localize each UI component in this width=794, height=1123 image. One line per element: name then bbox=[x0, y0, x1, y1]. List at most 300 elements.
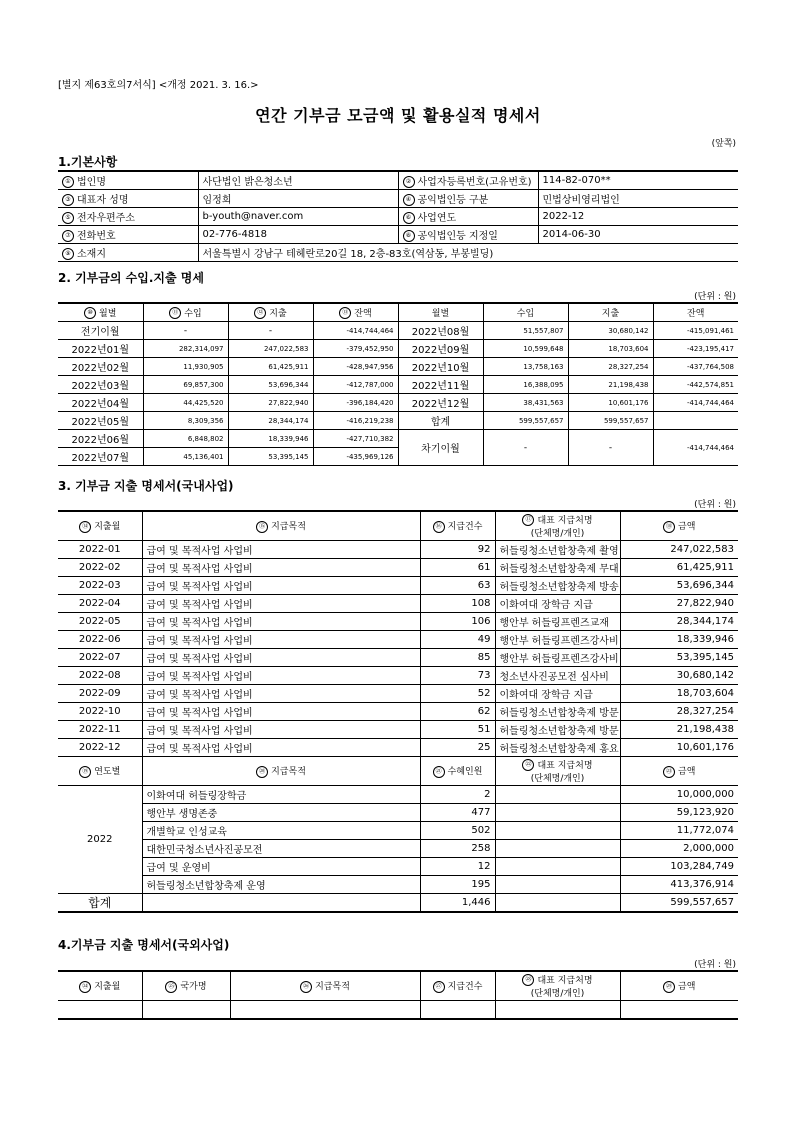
field-label bbox=[58, 208, 198, 226]
yearly-row bbox=[58, 822, 738, 840]
balance-cell bbox=[653, 412, 738, 430]
empty-cell bbox=[495, 1001, 620, 1020]
month-cell: 2022-12 bbox=[58, 739, 142, 757]
month-cell: 2022년12월 bbox=[398, 394, 483, 412]
foreign-unit: (단위 : 원) bbox=[694, 960, 736, 970]
recipient-cell bbox=[495, 858, 620, 876]
expense-cell: 18,339,946 bbox=[228, 430, 313, 448]
label-text: 금액 bbox=[678, 767, 696, 778]
month-cell: 2022년03월 bbox=[58, 376, 143, 394]
label-text: 대표 지급처명 bbox=[537, 515, 593, 526]
expense-cell: 61,425,911 bbox=[228, 358, 313, 376]
item-number-badge: ④ bbox=[403, 194, 415, 206]
item-number-badge: ㉔ bbox=[79, 981, 91, 993]
recipient-cell: 이화여대 장학금 지급 bbox=[495, 685, 620, 703]
domestic-header-row bbox=[58, 757, 738, 786]
income-row bbox=[58, 394, 738, 412]
month-cell: 2022년10월 bbox=[398, 358, 483, 376]
income-unit: (단위 : 원) bbox=[694, 292, 736, 302]
count-cell: 62 bbox=[420, 703, 495, 721]
item-number-badge: ② bbox=[403, 176, 415, 188]
item-number-badge: ⑲ bbox=[79, 766, 91, 778]
month-cell: 전기이월 bbox=[58, 322, 143, 340]
yearly-row bbox=[58, 858, 738, 876]
income-cell: 51,557,807 bbox=[483, 322, 568, 340]
address-value: 서울특별시 강남구 테헤란로20길 18, 2층-83호(역삼동, 부봉빌딩) bbox=[198, 244, 738, 262]
item-number-badge: ㉓ bbox=[663, 766, 675, 778]
expense-cell: 21,198,438 bbox=[568, 376, 653, 394]
header-income bbox=[143, 303, 228, 322]
carry-balance: -414,744,464 bbox=[653, 430, 738, 466]
count-cell: 25 bbox=[420, 739, 495, 757]
amount-cell: 10,601,176 bbox=[620, 739, 738, 757]
basic-info-row bbox=[58, 208, 738, 226]
foreign-header-row bbox=[58, 971, 738, 1001]
purpose-cell: 급여 및 목적사업 사업비 bbox=[142, 649, 420, 667]
income-cell: 11,930,905 bbox=[143, 358, 228, 376]
domestic-row bbox=[58, 541, 738, 559]
label-text: 지출월 bbox=[94, 982, 121, 993]
month-cell: 2022-06 bbox=[58, 631, 142, 649]
header-amount bbox=[620, 971, 738, 1001]
label-text: 지출월 bbox=[94, 522, 121, 533]
income-row bbox=[58, 358, 738, 376]
header-month bbox=[58, 971, 142, 1001]
item-number-badge: ⑱ bbox=[663, 521, 675, 533]
section-foreign-title: 4.기부금 지출 명세서(국외사업) bbox=[58, 938, 230, 952]
amount-cell: 18,703,604 bbox=[620, 685, 738, 703]
form-reference: [별지 제63호의7서식] <개정 2021. 3. 16.> bbox=[58, 80, 259, 91]
income-row bbox=[58, 430, 738, 448]
field-value: 사단법인 밝은청소년 bbox=[198, 171, 398, 190]
label-text: 지급목적 bbox=[271, 522, 306, 533]
recipient-cell bbox=[495, 786, 620, 804]
item-number-badge: ⑪ bbox=[169, 307, 181, 319]
balance-cell: -396,184,420 bbox=[313, 394, 398, 412]
label-text: 잔액 bbox=[354, 308, 372, 319]
item-number-badge: ⑬ bbox=[339, 307, 351, 319]
field-label bbox=[398, 190, 538, 208]
label-text: 전화번호 bbox=[77, 231, 116, 242]
item-number-badge: ㉗ bbox=[433, 981, 445, 993]
foreign-row bbox=[58, 1001, 738, 1020]
basic-info-table bbox=[58, 170, 738, 262]
label-text: 대표자 성명 bbox=[77, 195, 129, 206]
balance-cell: -442,574,851 bbox=[653, 376, 738, 394]
recipient-cell: 허들링청소년합창축제 홍요 bbox=[495, 739, 620, 757]
label-text: 대표 지급처명 bbox=[537, 975, 593, 986]
section-income-title: 2. 기부금의 수입.지출 명세 bbox=[58, 271, 204, 285]
field-value: 민법상비영리법인 bbox=[538, 190, 738, 208]
domestic-row bbox=[58, 613, 738, 631]
recipient-cell: 청소년사진공모전 심사비 bbox=[495, 667, 620, 685]
count-cell: 61 bbox=[420, 559, 495, 577]
label-text: 지급건수 bbox=[447, 522, 483, 533]
month-cell: 2022년08월 bbox=[398, 322, 483, 340]
domestic-row bbox=[58, 559, 738, 577]
item-number-badge: ⑩ bbox=[84, 307, 96, 319]
expense-cell: 247,022,583 bbox=[228, 340, 313, 358]
label-text: 사업연도 bbox=[417, 213, 457, 224]
empty-cell bbox=[420, 1001, 495, 1020]
count-cell: 49 bbox=[420, 631, 495, 649]
recipient-cell: 행안부 허들링프렌즈강사비 bbox=[495, 631, 620, 649]
field-label bbox=[398, 171, 538, 190]
field-value: b-youth@naver.com bbox=[198, 208, 398, 226]
recipient-cell: 허들링청소년합창축제 무대 bbox=[495, 559, 620, 577]
purpose-cell: 급여 및 목적사업 사업비 bbox=[142, 721, 420, 739]
empty-cell bbox=[142, 1001, 230, 1020]
purpose-cell: 급여 및 목적사업 사업비 bbox=[142, 559, 420, 577]
field-value: 2014-06-30 bbox=[538, 226, 738, 244]
balance-cell: -416,219,238 bbox=[313, 412, 398, 430]
domestic-row bbox=[58, 703, 738, 721]
income-cell: 13,758,163 bbox=[483, 358, 568, 376]
purpose-cell: 개별학교 인성교육 bbox=[142, 822, 420, 840]
beneficiaries-cell: 195 bbox=[420, 876, 495, 894]
domestic-row bbox=[58, 685, 738, 703]
income-cell: 282,314,097 bbox=[143, 340, 228, 358]
header-month bbox=[58, 511, 142, 541]
expense-cell: 18,703,604 bbox=[568, 340, 653, 358]
income-cell: 10,599,648 bbox=[483, 340, 568, 358]
purpose-cell: 허들링청소년합창축제 운영 bbox=[142, 876, 420, 894]
empty-cell bbox=[620, 1001, 738, 1020]
label-text: 월별 bbox=[99, 308, 117, 319]
item-number-badge: ㉖ bbox=[300, 981, 312, 993]
recipient-cell: 행안부 허들링프렌즈교재 bbox=[495, 613, 620, 631]
amount-cell: 18,339,946 bbox=[620, 631, 738, 649]
field-value: 임정희 bbox=[198, 190, 398, 208]
income-row bbox=[58, 340, 738, 358]
recipient-cell: 행안부 허들링프렌즈강사비 bbox=[495, 649, 620, 667]
purpose-cell: 행안부 생명존중 bbox=[142, 804, 420, 822]
item-number-badge: ⑰ bbox=[522, 514, 534, 526]
amount-cell: 413,376,914 bbox=[620, 876, 738, 894]
item-number-badge: ③ bbox=[62, 194, 74, 206]
total-count: 1,446 bbox=[420, 894, 495, 913]
count-cell: 51 bbox=[420, 721, 495, 739]
amount-cell: 10,000,000 bbox=[620, 786, 738, 804]
item-number-badge: ㉒ bbox=[522, 759, 534, 771]
empty-cell bbox=[58, 1001, 142, 1020]
amount-cell: 103,284,749 bbox=[620, 858, 738, 876]
label-text: 공익법인등 지정일 bbox=[417, 231, 498, 242]
yearly-row bbox=[58, 876, 738, 894]
income-cell: 16,388,095 bbox=[483, 376, 568, 394]
label-text: (단체명/개인) bbox=[530, 989, 585, 1000]
label-text: 법인명 bbox=[77, 177, 106, 188]
domestic-row bbox=[58, 631, 738, 649]
item-number-badge: ⑦ bbox=[62, 230, 74, 242]
balance-cell: -427,710,382 bbox=[313, 430, 398, 448]
expense-cell: - bbox=[228, 322, 313, 340]
amount-cell: 30,680,142 bbox=[620, 667, 738, 685]
basic-info-row bbox=[58, 244, 738, 262]
label-text: 지급목적 bbox=[271, 767, 306, 778]
header-income: 수입 bbox=[483, 303, 568, 322]
month-cell: 2022년05월 bbox=[58, 412, 143, 430]
header-purpose bbox=[230, 971, 420, 1001]
item-number-badge: ⑨ bbox=[62, 248, 74, 260]
item-number-badge: ⑭ bbox=[79, 521, 91, 533]
amount-cell: 59,123,920 bbox=[620, 804, 738, 822]
total-label: 합계 bbox=[58, 894, 142, 913]
count-cell: 73 bbox=[420, 667, 495, 685]
month-cell: 2022-11 bbox=[58, 721, 142, 739]
foreign-expense-table bbox=[58, 970, 738, 1020]
beneficiaries-cell: 2 bbox=[420, 786, 495, 804]
total-recipient bbox=[495, 894, 620, 913]
month-cell: 2022-05 bbox=[58, 613, 142, 631]
recipient-cell: 허들링청소년합창축제 촬영 bbox=[495, 541, 620, 559]
year-cell: 2022 bbox=[58, 786, 142, 894]
income-row bbox=[58, 412, 738, 430]
label-text: 금액 bbox=[678, 982, 696, 993]
item-number-badge: ⑫ bbox=[254, 307, 266, 319]
expense-cell: 28,344,174 bbox=[228, 412, 313, 430]
domestic-expense-table bbox=[58, 510, 738, 913]
balance-cell: -414,744,464 bbox=[653, 394, 738, 412]
header-purpose bbox=[142, 757, 420, 786]
amount-cell: 28,327,254 bbox=[620, 703, 738, 721]
header-balance bbox=[313, 303, 398, 322]
label-text: 소재지 bbox=[77, 249, 106, 260]
balance-cell: -379,452,950 bbox=[313, 340, 398, 358]
header-recipient bbox=[495, 511, 620, 541]
income-cell: 45,136,401 bbox=[143, 448, 228, 466]
count-cell: 108 bbox=[420, 595, 495, 613]
expense-cell: 28,327,254 bbox=[568, 358, 653, 376]
month-cell: 2022년04월 bbox=[58, 394, 143, 412]
label-text: (단체명/개인) bbox=[530, 529, 585, 540]
label-text: (단체명/개인) bbox=[530, 774, 585, 785]
header-expense: 지출 bbox=[568, 303, 653, 322]
purpose-cell: 급여 및 목적사업 사업비 bbox=[142, 685, 420, 703]
basic-info-row bbox=[58, 171, 738, 190]
count-cell: 85 bbox=[420, 649, 495, 667]
purpose-cell: 급여 및 목적사업 사업비 bbox=[142, 631, 420, 649]
expense-cell: 30,680,142 bbox=[568, 322, 653, 340]
month-cell: 2022년11월 bbox=[398, 376, 483, 394]
label-text: 연도별 bbox=[94, 767, 121, 778]
income-row bbox=[58, 322, 738, 340]
recipient-cell: 이화여대 장학금 지급 bbox=[495, 595, 620, 613]
month-cell: 2022-10 bbox=[58, 703, 142, 721]
header-country bbox=[142, 971, 230, 1001]
month-cell: 2022년09월 bbox=[398, 340, 483, 358]
item-number-badge: ㉙ bbox=[663, 981, 675, 993]
item-number-badge: ⑯ bbox=[433, 521, 445, 533]
domestic-row bbox=[58, 595, 738, 613]
month-cell: 2022-07 bbox=[58, 649, 142, 667]
field-label bbox=[58, 171, 198, 190]
total-purpose bbox=[142, 894, 420, 913]
yearly-row bbox=[58, 804, 738, 822]
recipient-cell: 허들링청소년합창축제 방문 bbox=[495, 703, 620, 721]
yearly-row bbox=[58, 840, 738, 858]
income-cell: - bbox=[143, 322, 228, 340]
expense-cell: 10,601,176 bbox=[568, 394, 653, 412]
carry-income: - bbox=[483, 430, 568, 466]
beneficiaries-cell: 477 bbox=[420, 804, 495, 822]
header-purpose bbox=[142, 511, 420, 541]
label-text: 지급목적 bbox=[315, 982, 350, 993]
item-number-badge: ⑮ bbox=[256, 521, 268, 533]
month-cell: 합계 bbox=[398, 412, 483, 430]
field-label bbox=[398, 226, 538, 244]
amount-cell: 2,000,000 bbox=[620, 840, 738, 858]
recipient-cell bbox=[495, 840, 620, 858]
header-count bbox=[420, 971, 495, 1001]
domestic-row bbox=[58, 667, 738, 685]
label-text: 공익법인등 구분 bbox=[417, 195, 489, 206]
domestic-unit: (단위 : 원) bbox=[694, 500, 736, 510]
section-domestic-title: 3. 기부금 지출 명세서(국내사업) bbox=[58, 479, 234, 493]
count-cell: 63 bbox=[420, 577, 495, 595]
item-number-badge: ㉑ bbox=[433, 766, 445, 778]
amount-cell: 21,198,438 bbox=[620, 721, 738, 739]
header-month: 월별 bbox=[398, 303, 483, 322]
amount-cell: 27,822,940 bbox=[620, 595, 738, 613]
label-text: 사업자등록번호(고유번호) bbox=[417, 177, 532, 188]
count-cell: 106 bbox=[420, 613, 495, 631]
month-cell: 2022-01 bbox=[58, 541, 142, 559]
item-number-badge: ⑥ bbox=[403, 212, 415, 224]
header-balance: 잔액 bbox=[653, 303, 738, 322]
purpose-cell: 급여 및 목적사업 사업비 bbox=[142, 577, 420, 595]
income-cell: 69,857,300 bbox=[143, 376, 228, 394]
balance-cell: -423,195,417 bbox=[653, 340, 738, 358]
field-value: 02-776-4818 bbox=[198, 226, 398, 244]
total-amount: 599,557,657 bbox=[620, 894, 738, 913]
purpose-cell: 급여 및 목적사업 사업비 bbox=[142, 739, 420, 757]
item-number-badge: ㉕ bbox=[165, 981, 177, 993]
domestic-row bbox=[58, 721, 738, 739]
expense-cell: 53,696,344 bbox=[228, 376, 313, 394]
purpose-cell: 급여 및 목적사업 사업비 bbox=[142, 595, 420, 613]
amount-cell: 247,022,583 bbox=[620, 541, 738, 559]
month-cell: 2022-08 bbox=[58, 667, 142, 685]
beneficiaries-cell: 502 bbox=[420, 822, 495, 840]
page-title: 연간 기부금 모금액 및 활용실적 명세서 bbox=[255, 106, 541, 125]
basic-info-row bbox=[58, 226, 738, 244]
month-cell: 2022년07월 bbox=[58, 448, 143, 466]
month-cell: 2022-02 bbox=[58, 559, 142, 577]
header-recipient bbox=[495, 757, 620, 786]
field-value: 114-82-070** bbox=[538, 171, 738, 190]
yearly-row bbox=[58, 786, 738, 804]
label-text: 수입 bbox=[184, 308, 202, 319]
field-label bbox=[398, 208, 538, 226]
expense-cell: 599,557,657 bbox=[568, 412, 653, 430]
item-number-badge: ⑤ bbox=[62, 212, 74, 224]
header-amount bbox=[620, 757, 738, 786]
header-amount bbox=[620, 511, 738, 541]
purpose-cell: 급여 및 운영비 bbox=[142, 858, 420, 876]
amount-cell: 53,696,344 bbox=[620, 577, 738, 595]
income-expense-table bbox=[58, 302, 738, 466]
header-count bbox=[420, 511, 495, 541]
expense-cell: 27,822,940 bbox=[228, 394, 313, 412]
carry-forward-label: 차기이월 bbox=[398, 430, 483, 466]
amount-cell: 28,344,174 bbox=[620, 613, 738, 631]
label-text: 대표 지급처명 bbox=[537, 760, 593, 771]
section-basic-title: 1.기본사항 bbox=[58, 155, 118, 169]
field-label bbox=[58, 226, 198, 244]
amount-cell: 53,395,145 bbox=[620, 649, 738, 667]
label-text: 지급건수 bbox=[447, 982, 483, 993]
label-text: 수혜인원 bbox=[447, 767, 483, 778]
basic-info-row bbox=[58, 190, 738, 208]
balance-cell: -435,969,126 bbox=[313, 448, 398, 466]
purpose-cell: 대한민국청소년사진공모전 bbox=[142, 840, 420, 858]
label-text: 지출 bbox=[269, 308, 287, 319]
domestic-row bbox=[58, 649, 738, 667]
balance-cell: -437,764,508 bbox=[653, 358, 738, 376]
field-value: 2022-12 bbox=[538, 208, 738, 226]
header-expense bbox=[228, 303, 313, 322]
total-row bbox=[58, 894, 738, 913]
label-text: 국가명 bbox=[180, 982, 207, 993]
front-side-label: (앞쪽) bbox=[711, 139, 736, 149]
expense-cell: 53,395,145 bbox=[228, 448, 313, 466]
recipient-cell bbox=[495, 876, 620, 894]
purpose-cell: 이화여대 허들링장학금 bbox=[142, 786, 420, 804]
header-year bbox=[58, 757, 142, 786]
purpose-cell: 급여 및 목적사업 사업비 bbox=[142, 613, 420, 631]
domestic-header-row bbox=[58, 511, 738, 541]
amount-cell: 61,425,911 bbox=[620, 559, 738, 577]
balance-cell: -412,787,000 bbox=[313, 376, 398, 394]
item-number-badge: ⑳ bbox=[256, 766, 268, 778]
purpose-cell: 급여 및 목적사업 사업비 bbox=[142, 667, 420, 685]
label-text: 금액 bbox=[678, 522, 696, 533]
recipient-cell: 허들링청소년합창축제 방문 bbox=[495, 721, 620, 739]
income-header-row bbox=[58, 303, 738, 322]
amount-cell: 11,772,074 bbox=[620, 822, 738, 840]
count-cell: 52 bbox=[420, 685, 495, 703]
month-cell: 2022-03 bbox=[58, 577, 142, 595]
item-number-badge: ① bbox=[62, 176, 74, 188]
income-row bbox=[58, 376, 738, 394]
month-cell: 2022-04 bbox=[58, 595, 142, 613]
balance-cell: -428,947,956 bbox=[313, 358, 398, 376]
balance-cell: -415,091,461 bbox=[653, 322, 738, 340]
beneficiaries-cell: 12 bbox=[420, 858, 495, 876]
header-count bbox=[420, 757, 495, 786]
month-cell: 2022년01월 bbox=[58, 340, 143, 358]
header-month bbox=[58, 303, 143, 322]
recipient-cell bbox=[495, 822, 620, 840]
balance-cell: -414,744,464 bbox=[313, 322, 398, 340]
income-cell: 44,425,520 bbox=[143, 394, 228, 412]
item-number-badge: ⑧ bbox=[403, 230, 415, 242]
header-recipient bbox=[495, 971, 620, 1001]
item-number-badge: ㉘ bbox=[522, 974, 534, 986]
empty-cell bbox=[230, 1001, 420, 1020]
income-cell: 38,431,563 bbox=[483, 394, 568, 412]
field-label bbox=[58, 244, 198, 262]
beneficiaries-cell: 258 bbox=[420, 840, 495, 858]
label-text: 전자우편주소 bbox=[77, 213, 135, 224]
carry-expense: - bbox=[568, 430, 653, 466]
purpose-cell: 급여 및 목적사업 사업비 bbox=[142, 703, 420, 721]
domestic-row bbox=[58, 577, 738, 595]
field-label bbox=[58, 190, 198, 208]
count-cell: 92 bbox=[420, 541, 495, 559]
month-cell: 2022-09 bbox=[58, 685, 142, 703]
